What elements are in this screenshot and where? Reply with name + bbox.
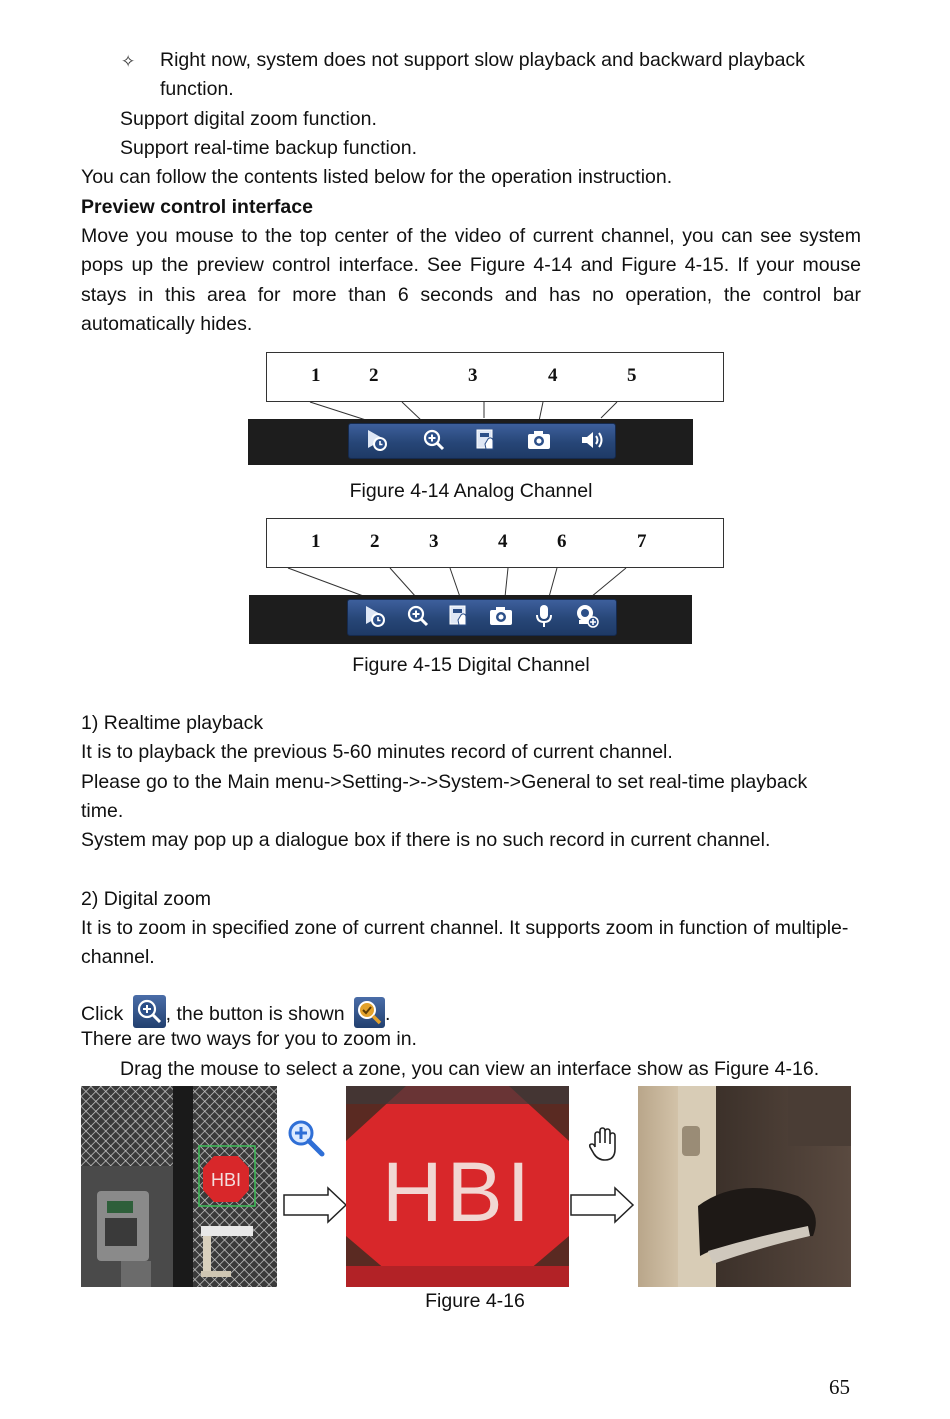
drag-text: Drag the mouse to select a zone, you can view an interface show as Figure 4-16. — [120, 1058, 820, 1080]
figure-caption: Figure 4-16 — [425, 1290, 525, 1312]
add-camera-icon[interactable] — [574, 603, 600, 629]
zoom-line-2: channel. — [81, 946, 155, 968]
callout-number: 1 — [311, 365, 321, 386]
callout-number: 4 — [498, 531, 508, 552]
realtime-title: 1) Realtime playback — [81, 712, 264, 734]
leader-lines — [0, 0, 950, 620]
intro-text: You can follow the contents listed below for the operation instruction. — [81, 166, 673, 188]
arrow-icon — [569, 1186, 635, 1224]
note-line-2: function. — [160, 78, 234, 100]
zoom-button-icon — [133, 995, 166, 1028]
callout-number: 3 — [429, 531, 439, 552]
snapshot-icon[interactable] — [488, 603, 514, 629]
arrow-icon — [282, 1186, 348, 1224]
microphone-icon[interactable] — [531, 603, 557, 629]
callout-number: 1 — [311, 531, 321, 552]
figure-caption: Figure 4-15 Digital Channel — [352, 654, 590, 676]
callout-number: 6 — [557, 531, 567, 552]
support-backup-text: Support real-time backup function. — [120, 137, 417, 159]
preview-paragraph: Move you mouse to the top center of the video of current channel, you can see system pops up the preview control interface. See Figure 4-14 and Figure 4-15. If your mouse stays in this area for more than 6 seconds and has no operation, the control bar automatically hides. — [81, 225, 861, 335]
zoom-icon[interactable] — [405, 603, 431, 629]
ways-text: There are two ways for you to zoom in. — [81, 1028, 417, 1050]
zoomed-sign-photo — [346, 1086, 569, 1287]
scene-photo — [81, 1086, 277, 1287]
zoom-active-icon — [354, 997, 385, 1028]
page-number: 65 — [829, 1375, 850, 1399]
diamond-bullet: ✧ — [121, 52, 136, 71]
callout-number: 2 — [369, 365, 379, 386]
callout-number: 2 — [370, 531, 380, 552]
backup-icon[interactable] — [447, 603, 473, 629]
preview-heading: Preview control interface — [81, 196, 313, 218]
callout-number: 5 — [627, 365, 637, 386]
callout-number: 7 — [637, 531, 647, 552]
realtime-line-1: It is to playback the previous 5-60 minutes record of current channel. — [81, 741, 673, 763]
realtime-line-4: System may pop up a dialogue box if there is no such record in current channel. — [81, 829, 771, 851]
zoom-line-1: It is to zoom in specified zone of current channel. It supports zoom in function of multiple- — [81, 917, 849, 939]
magnifier-icon — [285, 1117, 327, 1159]
note-line-1: Right now, system does not support slow playback and backward playback — [160, 49, 805, 71]
figure-caption: Figure 4-14 Analog Channel — [349, 480, 593, 502]
support-zoom-text: Support digital zoom function. — [120, 108, 377, 130]
zoomed-handle-photo — [638, 1086, 851, 1287]
toolbar — [347, 599, 617, 636]
realtime-line-3: time. — [81, 800, 124, 822]
sign-label-large: HBI — [381, 1145, 535, 1239]
sign-label-small: HBI — [210, 1170, 242, 1190]
click-text: Click — [81, 1003, 124, 1025]
shown-text: , the button is shown — [165, 1003, 345, 1025]
realtime-line-2: Please go to the Main menu->Setting->->System->General to set real-time playback — [81, 771, 808, 793]
callout-number: 3 — [468, 365, 478, 386]
callout-number: 4 — [548, 365, 558, 386]
control-bar — [249, 595, 692, 644]
playback-icon[interactable] — [362, 603, 388, 629]
period-text: . — [384, 1003, 391, 1025]
zoom-title: 2) Digital zoom — [81, 888, 212, 910]
hand-icon — [585, 1125, 625, 1165]
